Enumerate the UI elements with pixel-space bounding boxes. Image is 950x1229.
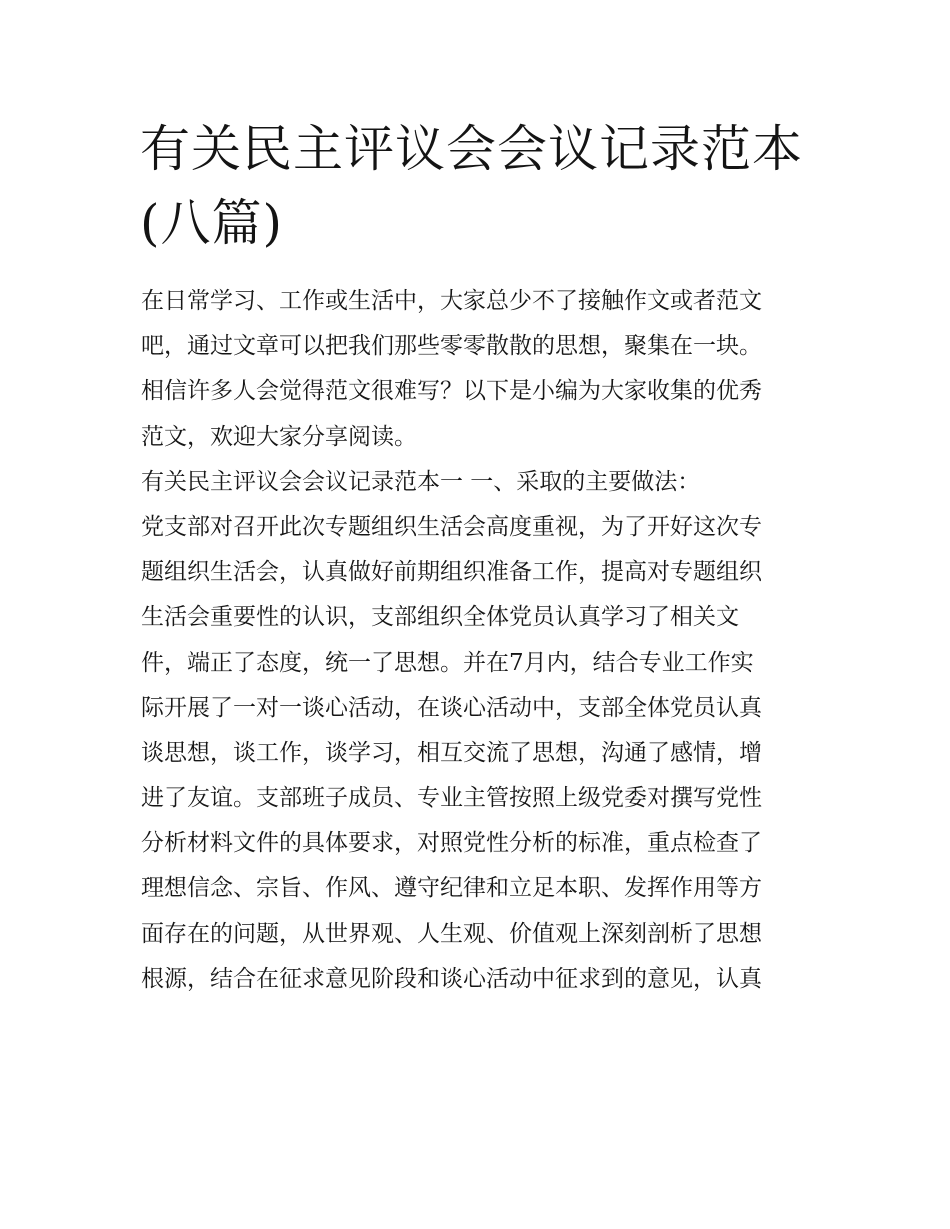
paragraph-line-7: 进了友谊。支部班子成员、专业主管按照上级党委对撰写党性 xyxy=(141,785,762,812)
title-line-2: (八篇) xyxy=(140,194,284,252)
section-heading-line: 有关民主评议会会议记录范本一 一、采取的主要做法： xyxy=(141,468,701,495)
intro-line-4: 范文，欢迎大家分享阅读。 xyxy=(141,423,417,450)
paragraph-line-2: 题组织生活会，认真做好前期组织准备工作，提高对专题组织 xyxy=(141,559,762,586)
document-title xyxy=(140,112,820,260)
paragraph-line-4: 件，端正了态度，统一了思想。并在7月内，结合专业工作实 xyxy=(141,649,754,676)
paragraph-line-1: 党支部对召开此次专题组织生活会高度重视，为了开好这次专 xyxy=(141,513,762,540)
paragraph-line-9: 理想信念、宗旨、作风、遵守纪律和立足本职、发挥作用等方 xyxy=(141,875,762,902)
paragraph-line-11: 根源，结合在征求意见阶段和谈心活动中征求到的意见，认真 xyxy=(141,965,762,992)
intro-line-1: 在日常学习、工作或生活中，大家总少不了接触作文或者范文 xyxy=(141,288,762,314)
title-line-1: 有关民主评议会会议记录范本 xyxy=(140,120,803,178)
paragraph-line-3: 生活会重要性的认识，支部组织全体党员认真学习了相关文 xyxy=(141,604,739,631)
paragraph-line-6: 谈思想，谈工作，谈学习，相互交流了思想，沟通了感情，增 xyxy=(141,739,762,766)
paragraph-line-5: 际开展了一对一谈心活动，在谈心活动中，支部全体党员认真 xyxy=(141,694,762,721)
paragraph-line-8: 分析材料文件的具体要求，对照党性分析的标准，重点检查了 xyxy=(141,830,762,857)
intro-line-2: 吧，通过文章可以把我们那些零零散散的思想，聚集在一块。 xyxy=(141,333,762,360)
document-body xyxy=(141,279,821,1002)
intro-line-3: 相信许多人会觉得范文很难写？以下是小编为大家收集的优秀 xyxy=(141,378,762,405)
paragraph-line-10: 面存在的问题，从世界观、人生观、价值观上深刻剖析了思想 xyxy=(141,920,762,947)
